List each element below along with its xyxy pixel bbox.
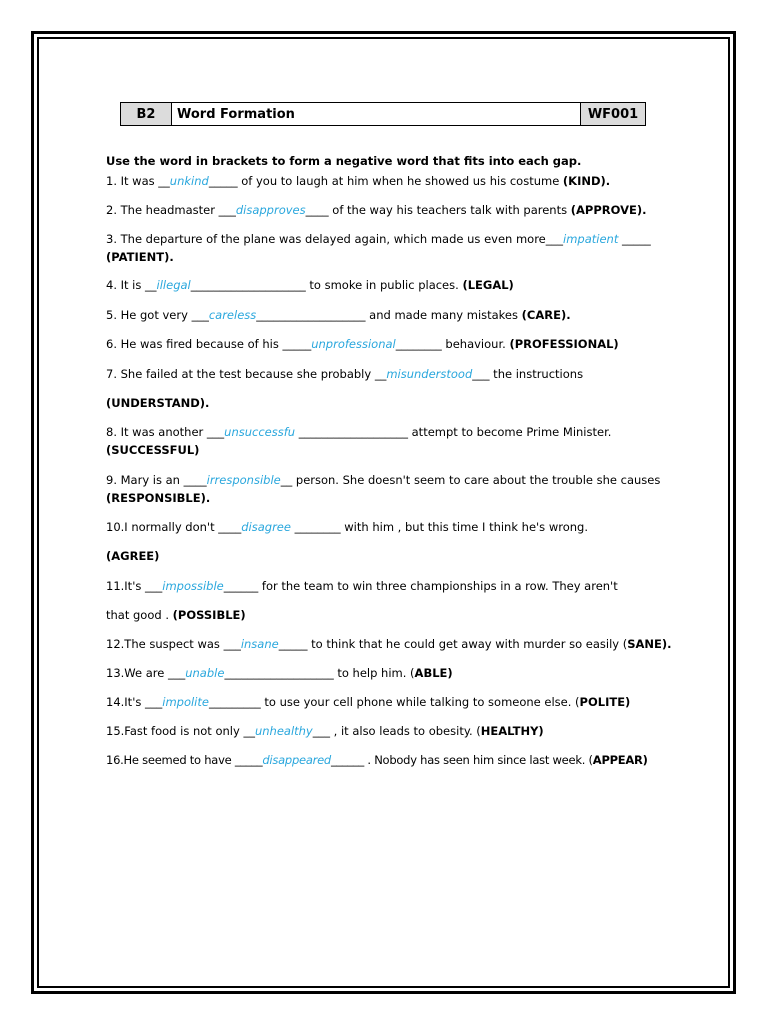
base-word: (APPROVE) [570,203,643,217]
item-text: ___________________ to help him. ( [224,666,415,680]
exercise-item-7-key [106,396,209,410]
base-word: APPEAR) [592,753,648,767]
item-text: ________ with him , but this time I think he's wrong. [290,520,588,534]
item-text: 4. It is __ [106,278,157,292]
item-end: . [667,637,672,651]
item-end: . [205,396,210,410]
item-text: 8. It was another ___ [106,425,225,439]
base-word: (KIND) [562,174,606,188]
base-word: (RESPONSIBLE) [106,491,206,505]
item-text: _________ to use your cell phone while talking to someone else. ( [208,695,580,709]
base-word: (CARE) [521,308,567,322]
item-text: 11.It's ___ [106,579,163,593]
answer: illegal [156,278,191,292]
item-text: 7. She failed at the test because she probably __ [106,367,387,381]
item-text: _____ to think that he could get away with murder so easily ( [278,637,628,651]
exercise-item-9 [106,473,660,487]
answer: disappeared [262,753,331,767]
base-word: (LEGAL) [462,278,514,292]
item-text: 14.It's ___ [106,695,163,709]
item-end: . [169,250,174,264]
item-text: 3. The departure of the plane was delayed again, which made us even more___ [106,232,564,246]
base-word: (SUCCESSFUL) [106,443,200,457]
exercise-item-6 [106,337,619,351]
worksheet-header [120,102,646,126]
answer: unable [185,666,225,680]
item-end: . [642,203,647,217]
item-text: ____ of the way his teachers talk with parents [305,203,571,217]
answer: insane [240,637,279,651]
level-cell: B2 [121,103,172,126]
base-word: (UNDERSTAND) [106,396,206,410]
item-text: 15.Fast food is not only __ [106,724,255,738]
base-word: ABLE) [414,666,453,680]
answer: disapproves [235,203,306,217]
base-word: (AGREE) [106,549,160,563]
item-text: 5. He got very ___ [106,308,209,322]
exercise-item-9-key [106,491,210,505]
item-end: . [205,491,211,505]
item-text: __ person. She doesn't seem to care about the trouble she causes [280,473,661,487]
item-text: ____________________ to smoke in public places. [190,278,463,292]
exercise-item-11-cont [106,608,246,622]
answer: unhealthy [254,724,313,738]
exercise-item-13 [106,666,453,680]
exercise-item-1 [106,174,610,188]
title-cell: Word Formation [172,103,581,126]
base-word: SANE) [627,637,668,651]
item-text: ______ . Nobody has seen him since last week. ( [330,753,593,767]
answer: unsuccessfu [224,425,296,439]
exercise-item-8-key [106,443,199,457]
answer: impossible [162,579,224,593]
exercise-item-10 [106,520,588,534]
exercise-item-15 [106,724,544,738]
base-word: (POSSIBLE) [172,608,246,622]
item-end: . [605,174,611,188]
item-text: ___ the instructions [472,367,584,381]
exercise-item-3 [106,232,651,246]
item-text: 1. It was __ [106,174,170,188]
base-word: HEALTHY) [480,724,544,738]
answer: impolite [162,695,209,709]
item-text: ________ behaviour. [395,337,510,351]
exercise-item-3-key [106,250,174,264]
item-end: . [566,308,571,322]
item-text: 9. Mary is an ____ [106,473,207,487]
exercise-item-5 [106,308,571,322]
item-text: 13.We are ___ [106,666,186,680]
exercise-item-2 [106,203,646,217]
answer: disagree [241,520,291,534]
base-word: POLITE) [579,695,631,709]
code-cell: WF001 [581,103,646,126]
item-text: _____ [618,232,651,246]
exercise-item-8 [106,425,611,439]
answer: careless [208,308,257,322]
item-text: ___________________ and made many mistakes [256,308,522,322]
instruction-text: Use the word in brackets to form a negative word that fits into each gap. [106,154,582,168]
exercise-item-7 [106,367,583,381]
answer: irresponsible [206,473,281,487]
base-word: (PATIENT) [106,250,170,264]
exercise-item-16 [106,753,648,767]
exercise-item-12 [106,637,672,651]
item-text: 16.He seemed to have _____ [106,753,263,767]
answer: impatient [563,232,619,246]
item-text: 12.The suspect was ___ [106,637,241,651]
answer: unkind [169,174,209,188]
item-text: 10.I normally don't ____ [106,520,242,534]
item-text: ___ , it also leads to obesity. ( [312,724,481,738]
item-text: 6. He was fired because of his _____ [106,337,312,351]
item-text: _____ of you to laugh at him when he showed us his costume [208,174,563,188]
answer: unprofessional [311,337,396,351]
base-word: (PROFESSIONAL) [509,337,619,351]
item-text: 2. The headmaster ___ [106,203,236,217]
exercise-item-4 [106,278,514,292]
item-text: ______ for the team to win three championships in a row. They aren't [223,579,618,593]
item-text: ___________________ attempt to become Prime Minister. [295,425,612,439]
exercise-item-10-key [106,549,159,563]
answer: misunderstood [386,367,473,381]
item-text: that good . [106,608,173,622]
exercise-item-14 [106,695,630,709]
exercise-item-11 [106,579,618,593]
